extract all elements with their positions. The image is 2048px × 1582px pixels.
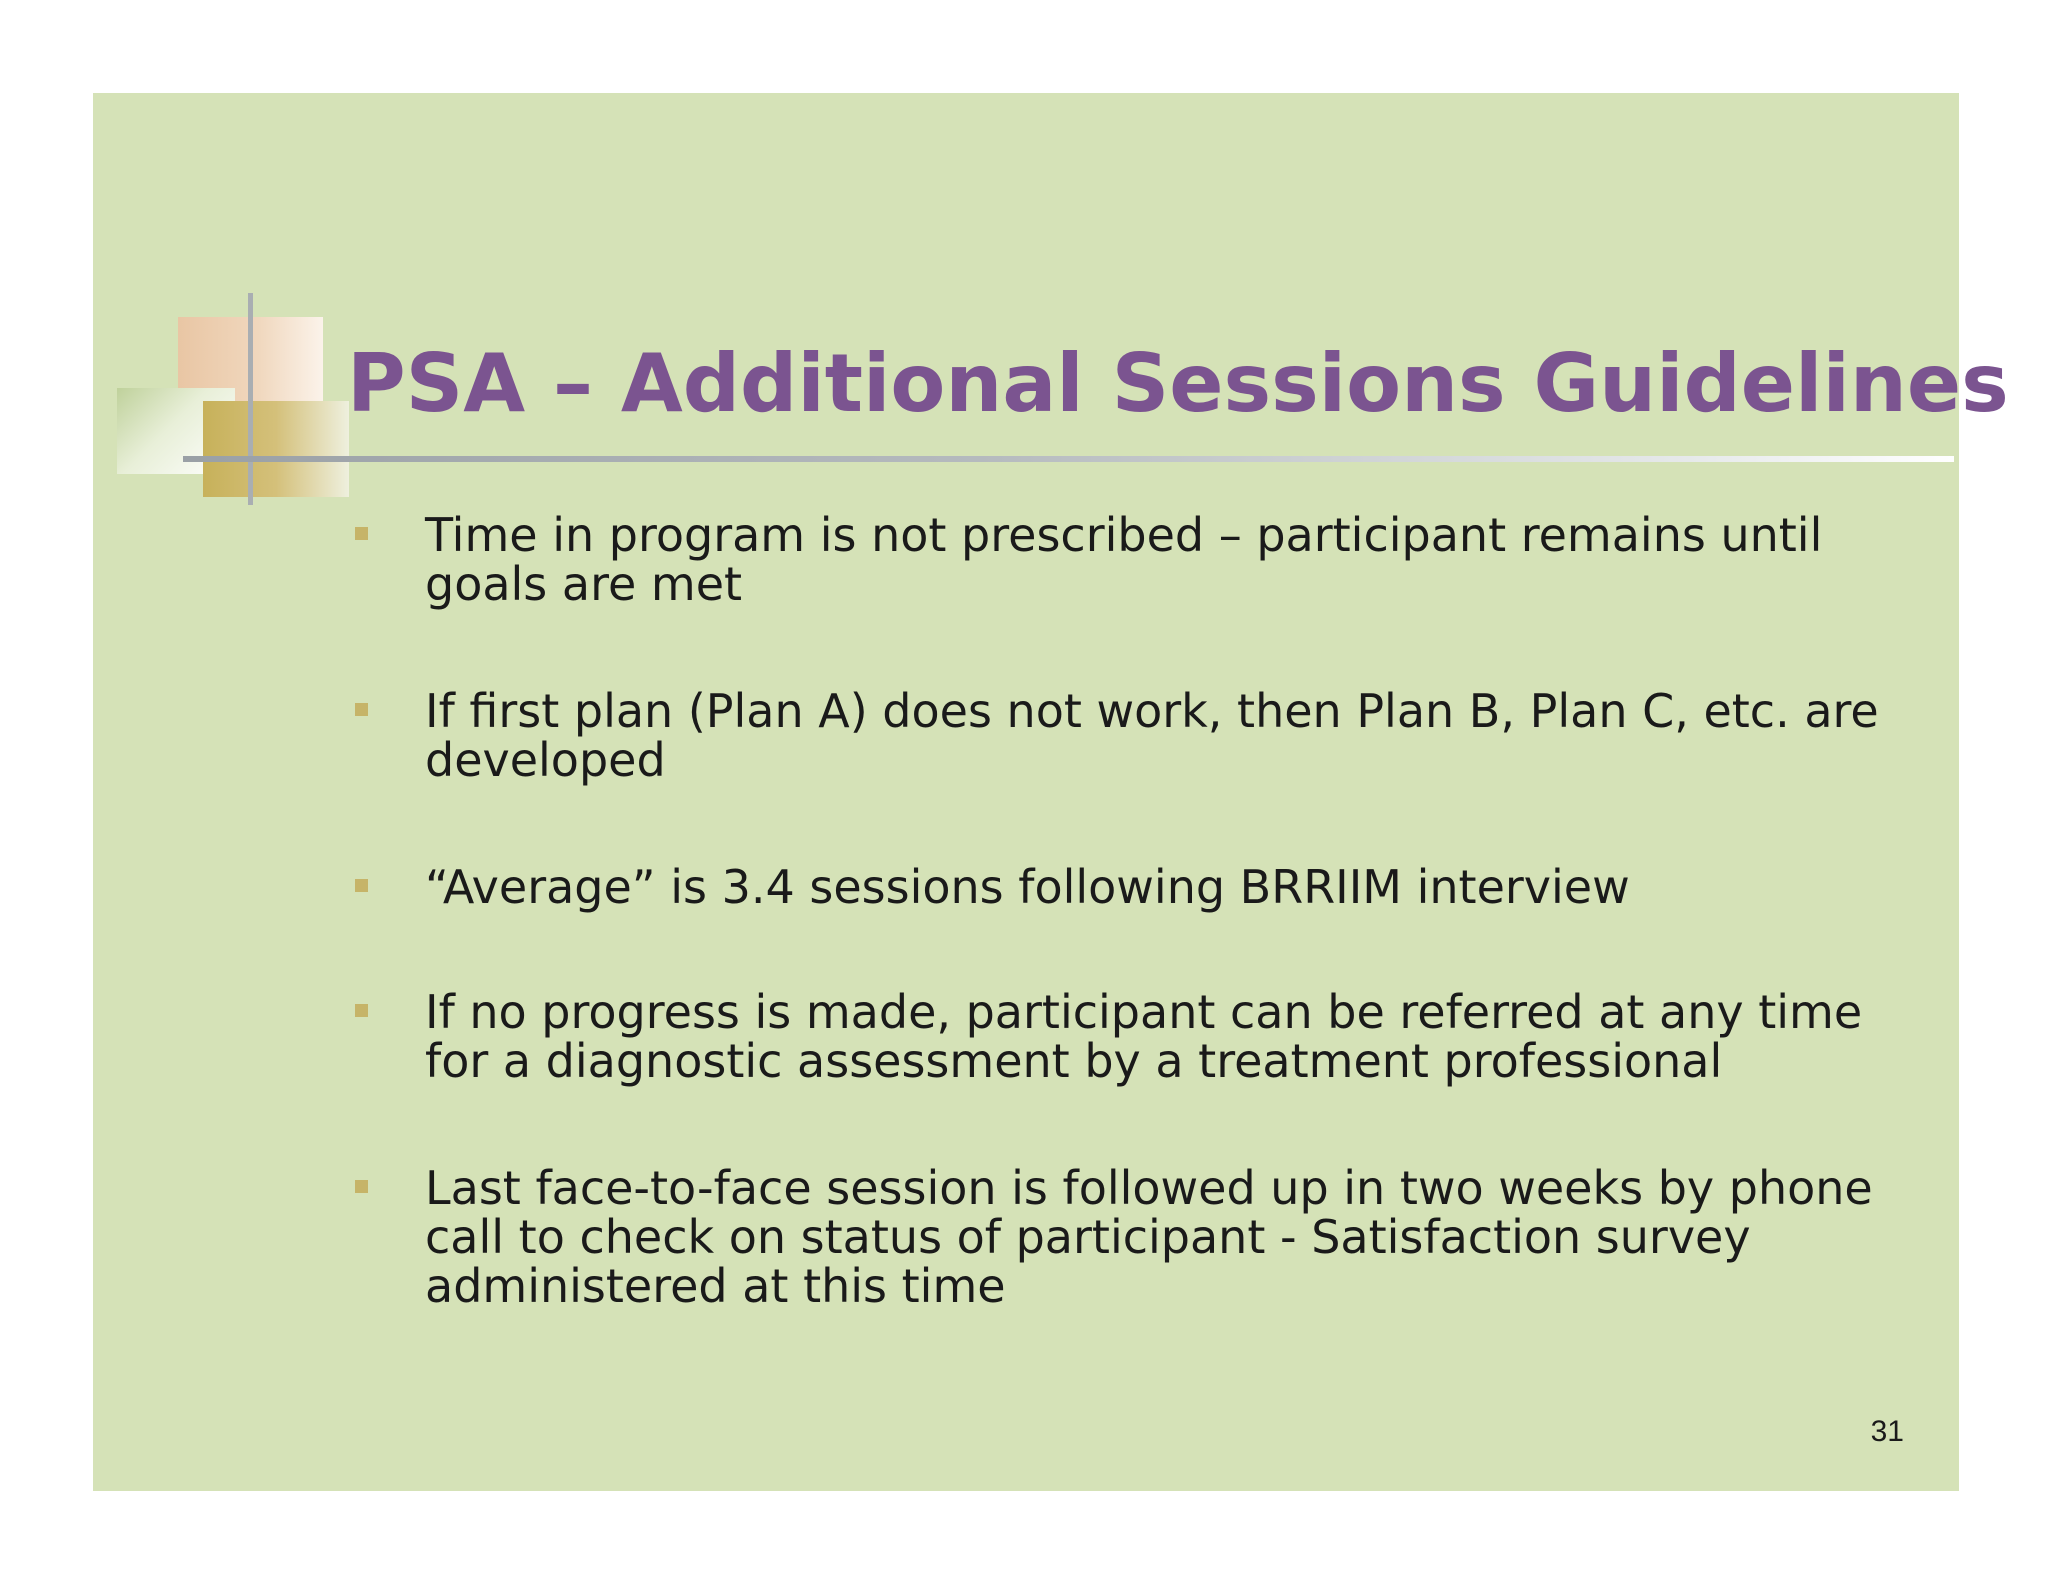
bullet-line: administered at this time <box>425 1259 1006 1313</box>
bullet-line: Last face-to-face session is followed up in two weeks by phone <box>425 1161 1873 1215</box>
bullet-line: for a diagnostic assessment by a treatment professional <box>425 1034 1723 1088</box>
bullet-list <box>355 508 1935 1389</box>
bullet-line: Time in program is not prescribed – participant remains until <box>425 508 1823 562</box>
bullet-item <box>355 985 1935 1088</box>
bullet-line: If first plan (Plan A) does not work, then Plan B, Plan C, etc. are <box>425 684 1879 738</box>
bullet-line: “Average” is 3.4 sessions following BRRIIM interview <box>425 860 1630 914</box>
bullet-line: If no progress is made, participant can be referred at any time <box>425 985 1863 1039</box>
bullet-item <box>355 684 1935 787</box>
decorative-vertical-line <box>248 293 253 505</box>
bullet-line: developed <box>425 733 666 787</box>
bullet-line: call to check on status of participant - Satisfaction survey <box>425 1210 1751 1264</box>
bullet-item <box>355 508 1935 611</box>
square-bullet-icon <box>355 527 368 540</box>
square-bullet-icon <box>355 1004 368 1017</box>
bullet-item <box>355 1161 1935 1313</box>
decorative-square-gold <box>203 401 349 497</box>
slide <box>93 93 2009 1491</box>
title-underline <box>183 456 1954 462</box>
bullet-item <box>355 860 1935 914</box>
bullet-line: goals are met <box>425 557 743 611</box>
square-bullet-icon <box>355 879 368 892</box>
square-bullet-icon <box>355 703 368 716</box>
slide-title: PSA – Additional Sessions Guidelines <box>347 337 2009 430</box>
square-bullet-icon <box>355 1180 368 1193</box>
page-number: 31 <box>1870 1415 1904 1448</box>
